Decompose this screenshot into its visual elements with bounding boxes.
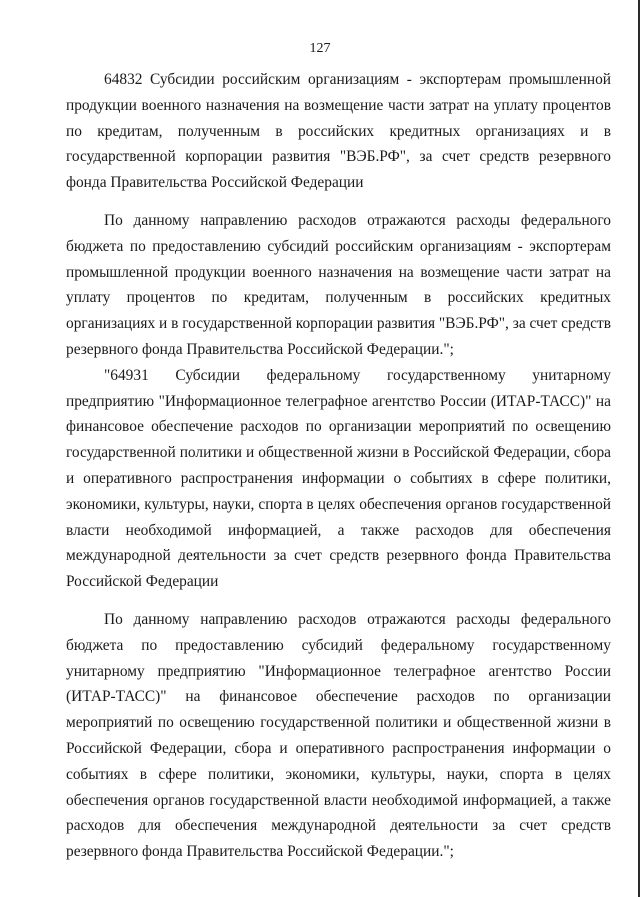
paragraph-64931-description: По данному направлению расходов отражаются расходы федерального бюджета по предоставлению субсидий федеральному государственному унитарному предприятию "Информационное телеграфное агентство России (ИТАР-ТАСС)" на финансовое обеспечение расходов по организации мероприятий по освещению государственной политики и общественной жизни в Российской Федерации, сбора и оперативного распространения информации о событиях в сфере политики, экономики, культуры, науки, спорта в целях обеспечения органов государственной власти необходимой информацией, а также расходов для обеспечения международной деятельности за счет средств резервного фонда Правительства Российской Федерации.";	[66, 610, 611, 861]
document-body	[66, 67, 611, 865]
paragraph-64832-title: 64832 Субсидии российским организациям - экспортерам промышленной продукции военного назначения на возмещение части затрат на уплату процентов по кредитам, полученным в российских кредитных организациях и в государственной корпорации развития "ВЭБ.РФ", за счет средств резервного фонда Правительства Российской Федерации	[66, 71, 611, 192]
page-number: 127	[309, 41, 331, 56]
paragraph-64931-title: "64931 Субсидии федеральному государственному унитарному предприятию "Информационное телеграфное агентство России (ИТАР-ТАСС)" на финансовое обеспечение расходов по организации мероприятий по освещению государственной политики и общественной жизни в Российской Федерации, сбора и оперативного распространения информации о событиях в сфере политики, экономики, культуры, науки, спорта в целях обеспечения органов государственной власти необходимой информацией, а также расходов для обеспечения международной деятельности за счет средств резервного фонда Правительства Российской Федерации	[66, 366, 611, 591]
paragraph-64832-description: По данному направлению расходов отражаются расходы федерального бюджета по предоставлению субсидий российским организациям - экспортерам промышленной продукции военного назначения на возмещение части затрат на уплату процентов по кредитам, полученным в российских кредитных организациях и в государственной корпорации развития "ВЭБ.РФ", за счет средств резервного фонда Правительства Российской Федерации.";	[66, 211, 611, 358]
